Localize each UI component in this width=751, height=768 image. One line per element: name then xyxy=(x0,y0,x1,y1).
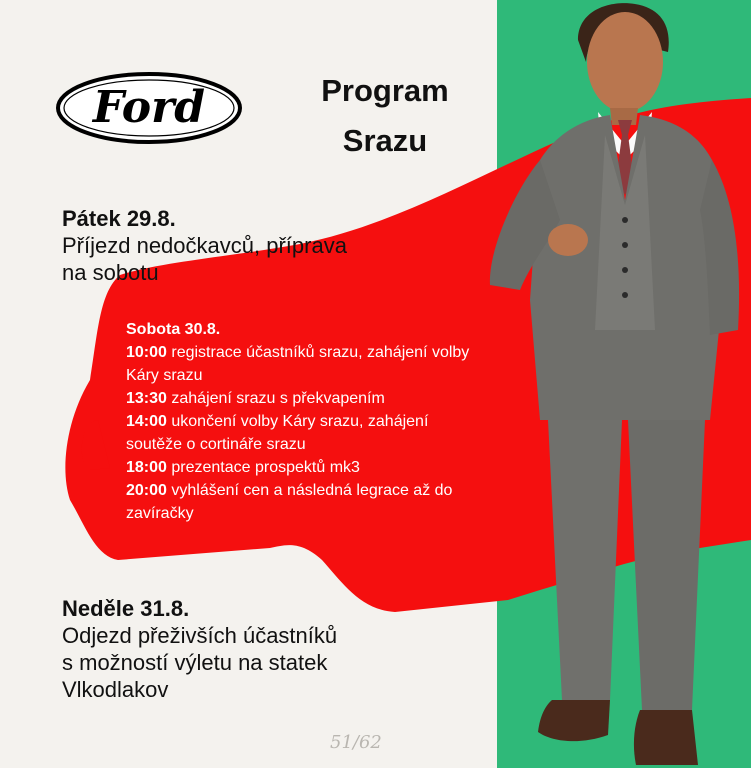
title-line-1: Program xyxy=(321,73,449,108)
schedule-text: ukončení volby Káry srazu, zahájení xyxy=(166,413,429,430)
sunday-text-line-3: Vlkodlakov xyxy=(62,677,169,702)
schedule-text: registrace účastníků srazu, zahájení volby xyxy=(166,344,470,361)
schedule-text: vyhlášení cen a následná legrace až do xyxy=(166,482,453,499)
schedule-time: 10:00 xyxy=(126,344,167,361)
schedule-text-continued: soutěže o cortináře srazu xyxy=(126,436,306,453)
sunday-text-line-1: Odjezd přeživších účastníků xyxy=(62,623,338,648)
sunday-block xyxy=(62,595,392,703)
ford-logo xyxy=(54,70,244,146)
title-line-2: Srazu xyxy=(342,123,428,158)
pencil-annotation: 51/62 xyxy=(330,732,382,753)
friday-text-line-2: na sobotu xyxy=(62,260,159,285)
friday-block xyxy=(62,205,392,286)
sunday-heading: Neděle 31.8. xyxy=(62,596,190,621)
schedule-text: prezentace prospektů mk3 xyxy=(166,459,360,476)
saturday-heading: Sobota 30.8. xyxy=(126,321,221,338)
schedule-time: 18:00 xyxy=(126,459,167,476)
schedule-text-continued: Káry srazu xyxy=(126,367,203,384)
sunday-text-line-2: s možností výletu na statek xyxy=(62,650,328,675)
schedule-time: 14:00 xyxy=(126,413,167,430)
friday-text-line-1: Příjezd nedočkavců, příprava xyxy=(62,233,347,258)
schedule-text-continued: zavíračky xyxy=(126,505,194,522)
schedule-text: zahájení srazu s překvapením xyxy=(166,390,385,407)
ford-logo-lettering: Ford xyxy=(92,82,206,133)
schedule-time: 20:00 xyxy=(126,482,167,499)
schedule-time: 13:30 xyxy=(126,390,167,407)
friday-heading: Pátek 29.8. xyxy=(62,206,176,231)
man-in-suit-illustration xyxy=(460,0,751,768)
